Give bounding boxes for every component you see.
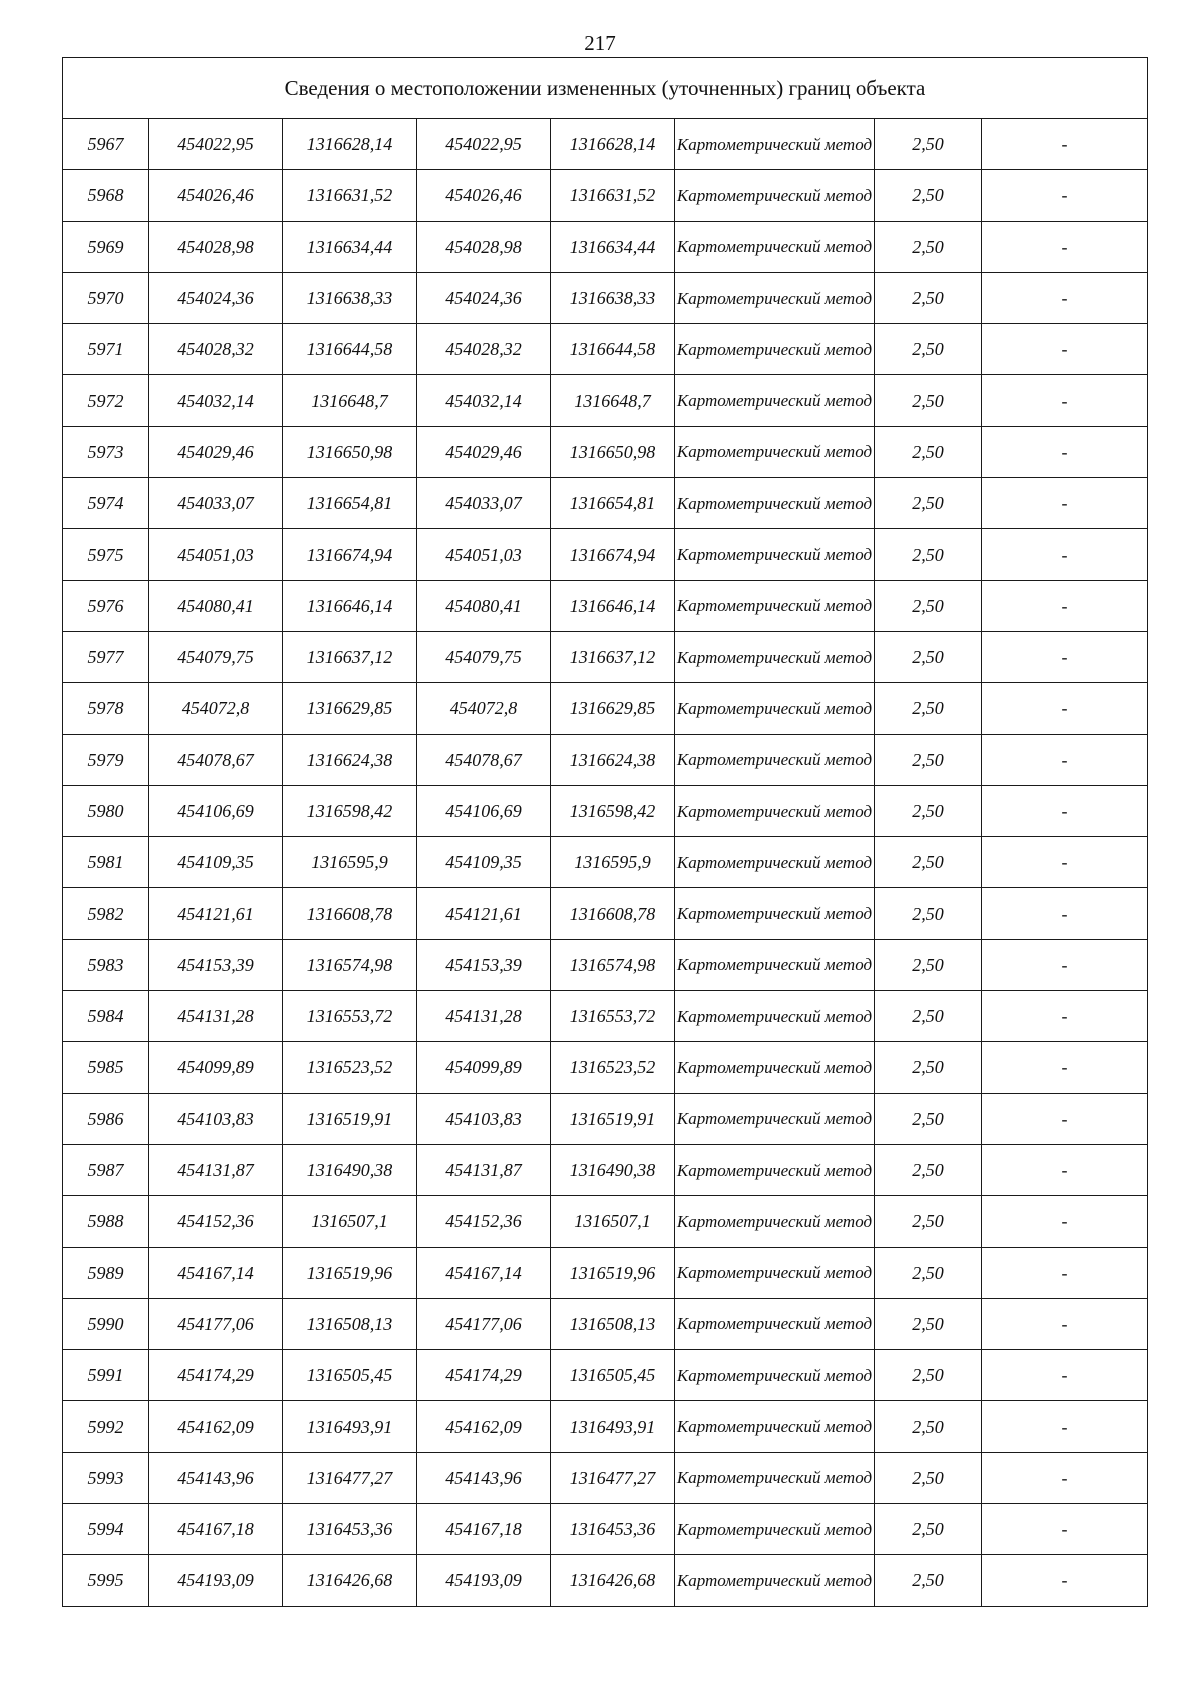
old-x-cell: 454153,39 bbox=[149, 939, 283, 990]
new-y-cell: 1316638,33 bbox=[551, 272, 675, 323]
point-number-cell: 5987 bbox=[63, 1144, 149, 1195]
new-x-cell: 454072,8 bbox=[417, 683, 551, 734]
description-cell: - bbox=[982, 170, 1148, 221]
new-y-cell: 1316505,45 bbox=[551, 1350, 675, 1401]
accuracy-cell: 2,50 bbox=[875, 1247, 982, 1298]
new-y-cell: 1316490,38 bbox=[551, 1144, 675, 1195]
description-cell: - bbox=[982, 1247, 1148, 1298]
description-cell: - bbox=[982, 939, 1148, 990]
method-cell: Картометрический метод bbox=[675, 1042, 875, 1093]
old-y-cell: 1316629,85 bbox=[283, 683, 417, 734]
new-x-cell: 454106,69 bbox=[417, 785, 551, 836]
point-number-cell: 5989 bbox=[63, 1247, 149, 1298]
table-row bbox=[63, 170, 1148, 221]
new-x-cell: 454079,75 bbox=[417, 631, 551, 682]
old-x-cell: 454078,67 bbox=[149, 734, 283, 785]
accuracy-cell: 2,50 bbox=[875, 683, 982, 734]
old-x-cell: 454026,46 bbox=[149, 170, 283, 221]
accuracy-cell: 2,50 bbox=[875, 785, 982, 836]
table-row bbox=[63, 1401, 1148, 1452]
method-cell: Картометрический метод bbox=[675, 529, 875, 580]
method-cell: Картометрический метод bbox=[675, 1401, 875, 1452]
old-y-cell: 1316644,58 bbox=[283, 324, 417, 375]
accuracy-cell: 2,50 bbox=[875, 1093, 982, 1144]
new-x-cell: 454153,39 bbox=[417, 939, 551, 990]
accuracy-cell: 2,50 bbox=[875, 324, 982, 375]
new-x-cell: 454026,46 bbox=[417, 170, 551, 221]
method-cell: Картометрический метод bbox=[675, 375, 875, 426]
description-cell: - bbox=[982, 785, 1148, 836]
point-number-cell: 5984 bbox=[63, 991, 149, 1042]
new-y-cell: 1316507,1 bbox=[551, 1196, 675, 1247]
new-y-cell: 1316519,91 bbox=[551, 1093, 675, 1144]
table-row bbox=[63, 375, 1148, 426]
description-cell: - bbox=[982, 1350, 1148, 1401]
method-cell: Картометрический метод bbox=[675, 1144, 875, 1195]
new-y-cell: 1316634,44 bbox=[551, 221, 675, 272]
point-number-cell: 5975 bbox=[63, 529, 149, 580]
description-cell: - bbox=[982, 734, 1148, 785]
point-number-cell: 5967 bbox=[63, 119, 149, 170]
old-y-cell: 1316553,72 bbox=[283, 991, 417, 1042]
new-y-cell: 1316631,52 bbox=[551, 170, 675, 221]
table-row bbox=[63, 1093, 1148, 1144]
old-x-cell: 454029,46 bbox=[149, 426, 283, 477]
point-number-cell: 5979 bbox=[63, 734, 149, 785]
point-number-cell: 5985 bbox=[63, 1042, 149, 1093]
old-x-cell: 454121,61 bbox=[149, 888, 283, 939]
table-row bbox=[63, 1144, 1148, 1195]
description-cell: - bbox=[982, 837, 1148, 888]
new-y-cell: 1316628,14 bbox=[551, 119, 675, 170]
table-row bbox=[63, 1555, 1148, 1606]
accuracy-cell: 2,50 bbox=[875, 1401, 982, 1452]
table-title: Сведения о местоположении измененных (уточненных) границ объекта bbox=[63, 58, 1148, 119]
old-x-cell: 454099,89 bbox=[149, 1042, 283, 1093]
old-x-cell: 454131,28 bbox=[149, 991, 283, 1042]
new-y-cell: 1316595,9 bbox=[551, 837, 675, 888]
point-number-cell: 5990 bbox=[63, 1298, 149, 1349]
method-cell: Картометрический метод bbox=[675, 426, 875, 477]
accuracy-cell: 2,50 bbox=[875, 170, 982, 221]
new-x-cell: 454162,09 bbox=[417, 1401, 551, 1452]
table-row bbox=[63, 631, 1148, 682]
old-y-cell: 1316650,98 bbox=[283, 426, 417, 477]
point-number-cell: 5978 bbox=[63, 683, 149, 734]
point-number-cell: 5977 bbox=[63, 631, 149, 682]
old-y-cell: 1316631,52 bbox=[283, 170, 417, 221]
new-x-cell: 454177,06 bbox=[417, 1298, 551, 1349]
accuracy-cell: 2,50 bbox=[875, 837, 982, 888]
method-cell: Картометрический метод bbox=[675, 1247, 875, 1298]
new-y-cell: 1316574,98 bbox=[551, 939, 675, 990]
description-cell: - bbox=[982, 1144, 1148, 1195]
description-cell: - bbox=[982, 426, 1148, 477]
accuracy-cell: 2,50 bbox=[875, 221, 982, 272]
method-cell: Картометрический метод bbox=[675, 1555, 875, 1606]
accuracy-cell: 2,50 bbox=[875, 888, 982, 939]
old-x-cell: 454080,41 bbox=[149, 580, 283, 631]
accuracy-cell: 2,50 bbox=[875, 580, 982, 631]
method-cell: Картометрический метод bbox=[675, 1093, 875, 1144]
method-cell: Картометрический метод bbox=[675, 939, 875, 990]
new-x-cell: 454029,46 bbox=[417, 426, 551, 477]
new-y-cell: 1316426,68 bbox=[551, 1555, 675, 1606]
accuracy-cell: 2,50 bbox=[875, 734, 982, 785]
accuracy-cell: 2,50 bbox=[875, 1504, 982, 1555]
accuracy-cell: 2,50 bbox=[875, 375, 982, 426]
boundary-coordinates-table bbox=[62, 57, 1148, 1607]
old-x-cell: 454162,09 bbox=[149, 1401, 283, 1452]
new-x-cell: 454131,28 bbox=[417, 991, 551, 1042]
old-y-cell: 1316426,68 bbox=[283, 1555, 417, 1606]
new-x-cell: 454024,36 bbox=[417, 272, 551, 323]
point-number-cell: 5994 bbox=[63, 1504, 149, 1555]
page-number: 217 bbox=[584, 31, 616, 55]
new-x-cell: 454103,83 bbox=[417, 1093, 551, 1144]
new-x-cell: 454032,14 bbox=[417, 375, 551, 426]
description-cell: - bbox=[982, 1093, 1148, 1144]
new-y-cell: 1316519,96 bbox=[551, 1247, 675, 1298]
old-y-cell: 1316654,81 bbox=[283, 478, 417, 529]
new-x-cell: 454152,36 bbox=[417, 1196, 551, 1247]
accuracy-cell: 2,50 bbox=[875, 1196, 982, 1247]
description-cell: - bbox=[982, 478, 1148, 529]
old-x-cell: 454131,87 bbox=[149, 1144, 283, 1195]
new-x-cell: 454121,61 bbox=[417, 888, 551, 939]
table-row bbox=[63, 324, 1148, 375]
old-x-cell: 454072,8 bbox=[149, 683, 283, 734]
point-number-cell: 5974 bbox=[63, 478, 149, 529]
old-y-cell: 1316638,33 bbox=[283, 272, 417, 323]
old-x-cell: 454174,29 bbox=[149, 1350, 283, 1401]
new-y-cell: 1316648,7 bbox=[551, 375, 675, 426]
method-cell: Картометрический метод bbox=[675, 1298, 875, 1349]
description-cell: - bbox=[982, 1401, 1148, 1452]
accuracy-cell: 2,50 bbox=[875, 631, 982, 682]
accuracy-cell: 2,50 bbox=[875, 939, 982, 990]
new-y-cell: 1316598,42 bbox=[551, 785, 675, 836]
point-number-cell: 5969 bbox=[63, 221, 149, 272]
old-x-cell: 454143,96 bbox=[149, 1452, 283, 1503]
old-x-cell: 454177,06 bbox=[149, 1298, 283, 1349]
new-y-cell: 1316493,91 bbox=[551, 1401, 675, 1452]
table-row bbox=[63, 1452, 1148, 1503]
description-cell: - bbox=[982, 375, 1148, 426]
old-x-cell: 454103,83 bbox=[149, 1093, 283, 1144]
description-cell: - bbox=[982, 1042, 1148, 1093]
description-cell: - bbox=[982, 1298, 1148, 1349]
method-cell: Картометрический метод bbox=[675, 170, 875, 221]
method-cell: Картометрический метод bbox=[675, 221, 875, 272]
description-cell: - bbox=[982, 580, 1148, 631]
accuracy-cell: 2,50 bbox=[875, 1298, 982, 1349]
old-x-cell: 454024,36 bbox=[149, 272, 283, 323]
method-cell: Картометрический метод bbox=[675, 683, 875, 734]
old-y-cell: 1316648,7 bbox=[283, 375, 417, 426]
old-x-cell: 454022,95 bbox=[149, 119, 283, 170]
table-row bbox=[63, 426, 1148, 477]
method-cell: Картометрический метод bbox=[675, 1196, 875, 1247]
method-cell: Картометрический метод bbox=[675, 272, 875, 323]
table-row bbox=[63, 734, 1148, 785]
new-x-cell: 454167,14 bbox=[417, 1247, 551, 1298]
new-x-cell: 454193,09 bbox=[417, 1555, 551, 1606]
description-cell: - bbox=[982, 529, 1148, 580]
description-cell: - bbox=[982, 272, 1148, 323]
table-row bbox=[63, 1196, 1148, 1247]
description-cell: - bbox=[982, 991, 1148, 1042]
new-x-cell: 454099,89 bbox=[417, 1042, 551, 1093]
table-row bbox=[63, 991, 1148, 1042]
point-number-cell: 5971 bbox=[63, 324, 149, 375]
method-cell: Картометрический метод bbox=[675, 785, 875, 836]
old-y-cell: 1316505,45 bbox=[283, 1350, 417, 1401]
description-cell: - bbox=[982, 683, 1148, 734]
old-y-cell: 1316477,27 bbox=[283, 1452, 417, 1503]
old-y-cell: 1316574,98 bbox=[283, 939, 417, 990]
method-cell: Картометрический метод bbox=[675, 888, 875, 939]
accuracy-cell: 2,50 bbox=[875, 426, 982, 477]
new-y-cell: 1316654,81 bbox=[551, 478, 675, 529]
old-x-cell: 454109,35 bbox=[149, 837, 283, 888]
old-y-cell: 1316674,94 bbox=[283, 529, 417, 580]
accuracy-cell: 2,50 bbox=[875, 478, 982, 529]
table-row bbox=[63, 580, 1148, 631]
table-row bbox=[63, 272, 1148, 323]
new-y-cell: 1316646,14 bbox=[551, 580, 675, 631]
point-number-cell: 5992 bbox=[63, 1401, 149, 1452]
method-cell: Картометрический метод bbox=[675, 734, 875, 785]
new-x-cell: 454028,98 bbox=[417, 221, 551, 272]
table-row bbox=[63, 119, 1148, 170]
point-number-cell: 5972 bbox=[63, 375, 149, 426]
table-row bbox=[63, 478, 1148, 529]
old-y-cell: 1316646,14 bbox=[283, 580, 417, 631]
old-x-cell: 454028,98 bbox=[149, 221, 283, 272]
old-x-cell: 454028,32 bbox=[149, 324, 283, 375]
old-y-cell: 1316507,1 bbox=[283, 1196, 417, 1247]
old-x-cell: 454106,69 bbox=[149, 785, 283, 836]
point-number-cell: 5968 bbox=[63, 170, 149, 221]
new-x-cell: 454174,29 bbox=[417, 1350, 551, 1401]
method-cell: Картометрический метод bbox=[675, 478, 875, 529]
old-y-cell: 1316523,52 bbox=[283, 1042, 417, 1093]
method-cell: Картометрический метод bbox=[675, 837, 875, 888]
new-x-cell: 454078,67 bbox=[417, 734, 551, 785]
accuracy-cell: 2,50 bbox=[875, 991, 982, 1042]
old-x-cell: 454079,75 bbox=[149, 631, 283, 682]
point-number-cell: 5982 bbox=[63, 888, 149, 939]
point-number-cell: 5983 bbox=[63, 939, 149, 990]
accuracy-cell: 2,50 bbox=[875, 1555, 982, 1606]
accuracy-cell: 2,50 bbox=[875, 1452, 982, 1503]
point-number-cell: 5991 bbox=[63, 1350, 149, 1401]
method-cell: Картометрический метод bbox=[675, 631, 875, 682]
old-y-cell: 1316624,38 bbox=[283, 734, 417, 785]
description-cell: - bbox=[982, 1504, 1148, 1555]
new-y-cell: 1316674,94 bbox=[551, 529, 675, 580]
point-number-cell: 5988 bbox=[63, 1196, 149, 1247]
method-cell: Картометрический метод bbox=[675, 1350, 875, 1401]
old-x-cell: 454193,09 bbox=[149, 1555, 283, 1606]
point-number-cell: 5995 bbox=[63, 1555, 149, 1606]
old-y-cell: 1316598,42 bbox=[283, 785, 417, 836]
description-cell: - bbox=[982, 1452, 1148, 1503]
old-y-cell: 1316637,12 bbox=[283, 631, 417, 682]
accuracy-cell: 2,50 bbox=[875, 119, 982, 170]
old-y-cell: 1316595,9 bbox=[283, 837, 417, 888]
description-cell: - bbox=[982, 888, 1148, 939]
new-x-cell: 454028,32 bbox=[417, 324, 551, 375]
old-x-cell: 454167,14 bbox=[149, 1247, 283, 1298]
new-y-cell: 1316629,85 bbox=[551, 683, 675, 734]
description-cell: - bbox=[982, 1196, 1148, 1247]
old-x-cell: 454032,14 bbox=[149, 375, 283, 426]
old-y-cell: 1316634,44 bbox=[283, 221, 417, 272]
description-cell: - bbox=[982, 1555, 1148, 1606]
method-cell: Картометрический метод bbox=[675, 324, 875, 375]
description-cell: - bbox=[982, 324, 1148, 375]
table-row bbox=[63, 888, 1148, 939]
old-y-cell: 1316519,96 bbox=[283, 1247, 417, 1298]
table-row bbox=[63, 1247, 1148, 1298]
old-y-cell: 1316493,91 bbox=[283, 1401, 417, 1452]
new-x-cell: 454143,96 bbox=[417, 1452, 551, 1503]
method-cell: Картометрический метод bbox=[675, 991, 875, 1042]
table-row bbox=[63, 221, 1148, 272]
point-number-cell: 5973 bbox=[63, 426, 149, 477]
table-row bbox=[63, 683, 1148, 734]
new-y-cell: 1316523,52 bbox=[551, 1042, 675, 1093]
new-x-cell: 454033,07 bbox=[417, 478, 551, 529]
method-cell: Картометрический метод bbox=[675, 1504, 875, 1555]
description-cell: - bbox=[982, 119, 1148, 170]
method-cell: Картометрический метод bbox=[675, 1452, 875, 1503]
old-x-cell: 454051,03 bbox=[149, 529, 283, 580]
new-x-cell: 454109,35 bbox=[417, 837, 551, 888]
new-y-cell: 1316553,72 bbox=[551, 991, 675, 1042]
point-number-cell: 5970 bbox=[63, 272, 149, 323]
new-y-cell: 1316608,78 bbox=[551, 888, 675, 939]
new-x-cell: 454051,03 bbox=[417, 529, 551, 580]
old-y-cell: 1316508,13 bbox=[283, 1298, 417, 1349]
accuracy-cell: 2,50 bbox=[875, 1042, 982, 1093]
table-row bbox=[63, 1298, 1148, 1349]
old-y-cell: 1316490,38 bbox=[283, 1144, 417, 1195]
table-row bbox=[63, 1350, 1148, 1401]
new-x-cell: 454022,95 bbox=[417, 119, 551, 170]
new-y-cell: 1316453,36 bbox=[551, 1504, 675, 1555]
description-cell: - bbox=[982, 221, 1148, 272]
description-cell: - bbox=[982, 631, 1148, 682]
method-cell: Картометрический метод bbox=[675, 119, 875, 170]
table-row bbox=[63, 837, 1148, 888]
accuracy-cell: 2,50 bbox=[875, 272, 982, 323]
new-y-cell: 1316477,27 bbox=[551, 1452, 675, 1503]
accuracy-cell: 2,50 bbox=[875, 1350, 982, 1401]
table-row bbox=[63, 529, 1148, 580]
point-number-cell: 5981 bbox=[63, 837, 149, 888]
new-y-cell: 1316644,58 bbox=[551, 324, 675, 375]
point-number-cell: 5980 bbox=[63, 785, 149, 836]
old-x-cell: 454033,07 bbox=[149, 478, 283, 529]
table-body bbox=[63, 119, 1148, 1607]
new-x-cell: 454167,18 bbox=[417, 1504, 551, 1555]
old-y-cell: 1316608,78 bbox=[283, 888, 417, 939]
old-x-cell: 454167,18 bbox=[149, 1504, 283, 1555]
old-y-cell: 1316519,91 bbox=[283, 1093, 417, 1144]
accuracy-cell: 2,50 bbox=[875, 1144, 982, 1195]
old-x-cell: 454152,36 bbox=[149, 1196, 283, 1247]
new-y-cell: 1316650,98 bbox=[551, 426, 675, 477]
table-row bbox=[63, 1504, 1148, 1555]
method-cell: Картометрический метод bbox=[675, 580, 875, 631]
point-number-cell: 5976 bbox=[63, 580, 149, 631]
new-x-cell: 454080,41 bbox=[417, 580, 551, 631]
new-y-cell: 1316508,13 bbox=[551, 1298, 675, 1349]
accuracy-cell: 2,50 bbox=[875, 529, 982, 580]
table-row bbox=[63, 1042, 1148, 1093]
point-number-cell: 5993 bbox=[63, 1452, 149, 1503]
table-row bbox=[63, 785, 1148, 836]
old-y-cell: 1316453,36 bbox=[283, 1504, 417, 1555]
new-y-cell: 1316637,12 bbox=[551, 631, 675, 682]
new-x-cell: 454131,87 bbox=[417, 1144, 551, 1195]
old-y-cell: 1316628,14 bbox=[283, 119, 417, 170]
table-row bbox=[63, 939, 1148, 990]
new-y-cell: 1316624,38 bbox=[551, 734, 675, 785]
point-number-cell: 5986 bbox=[63, 1093, 149, 1144]
